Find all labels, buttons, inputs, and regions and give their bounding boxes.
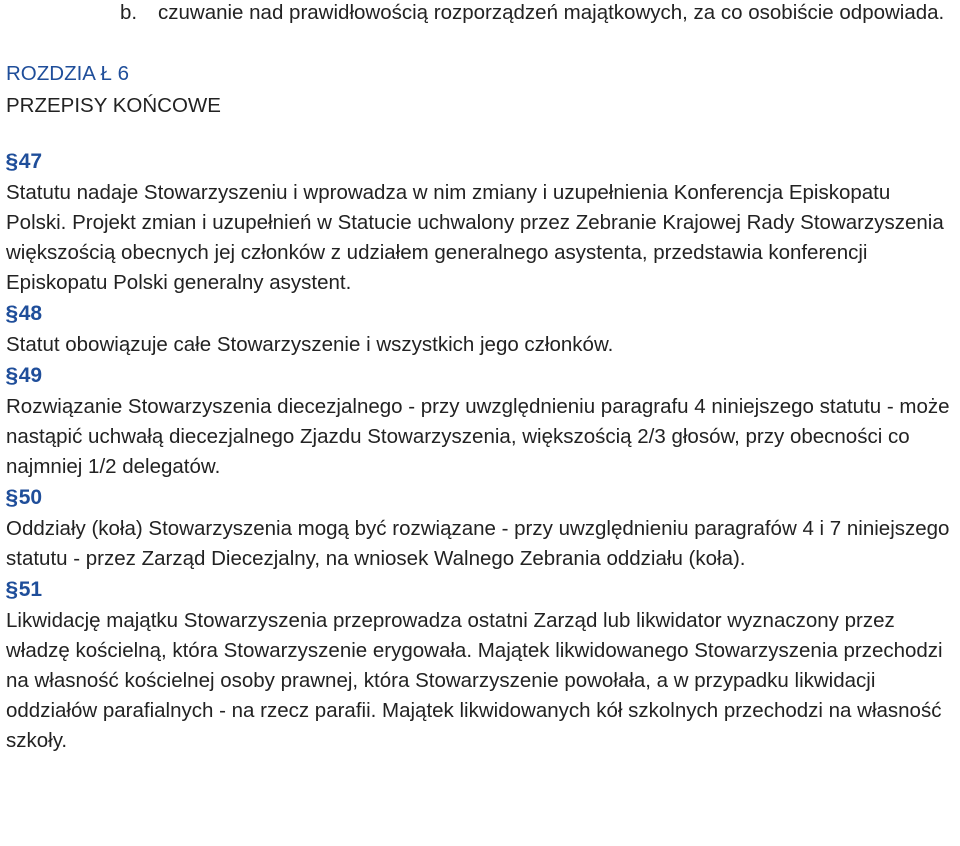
section-number — [6, 298, 958, 330]
section-sign-icon: § — [5, 578, 19, 601]
list-item-b — [6, 0, 958, 28]
section-sign-icon: § — [5, 302, 19, 325]
section-text: Rozwiązanie Stowarzyszenia diecezjalnego - przy uwzględnieniu paragrafu 4 niniejszego statutu - może nastąpić uchwałą diecezjalnego Zjazdu Stowarzyszenia, większością 2/3 głosów, przy obecności co najmniej 1/2 delegatów. — [6, 395, 950, 478]
list-item-text: czuwanie nad prawidłowością rozporządzeń majątkowych, za co osobiście odpowiada. — [158, 1, 945, 24]
chapter-subtitle: PRZEPISY KOŃCOWE — [6, 94, 221, 117]
section-number — [6, 360, 958, 392]
section-number — [6, 574, 958, 606]
section-number — [6, 146, 958, 178]
section-sign-icon: § — [5, 364, 19, 387]
section-text: Statutu nadaje Stowarzyszeniu i wprowadza w nim zmiany i uzupełnienia Konferencja Episkopatu Polski. Projekt zmian i uzupełnień w Statucie uchwalony przez Zebranie Krajowej Rady Stowarzyszenia większością obecnych jej członków z udziałem generalnego asystenta, przedstawia konferencji Episkopatu Polski generalny asystent. — [6, 181, 944, 294]
section-text: Likwidację majątku Stowarzyszenia przeprowadza ostatni Zarząd lub likwidator wyznaczony przez władzę kościelną, która Stowarzyszenie erygowała. Majątek likwidowanego Stowarzyszenia przechodzi na własność kościelnej osoby prawnej, która Stowarzyszenie powołała, a w przypadku likwidacji oddziałów parafialnych - na rzecz parafii. Majątek likwidowanych kół szkolnych przechodzi na własność szkoły. — [6, 609, 943, 752]
section-sign-icon: § — [5, 150, 19, 173]
section-48 — [6, 298, 958, 360]
section-50 — [6, 482, 958, 574]
document-body — [6, 0, 958, 756]
chapter-heading — [6, 58, 958, 122]
section-number-value: 47 — [18, 150, 43, 173]
section-sign-icon: § — [5, 486, 19, 509]
section-49 — [6, 360, 958, 482]
section-number-value: 51 — [18, 578, 43, 601]
section-number — [6, 482, 958, 514]
section-47 — [6, 146, 958, 298]
section-51 — [6, 574, 958, 756]
chapter-title: ROZDZIA Ł 6 — [6, 62, 130, 85]
section-text: Oddziały (koła) Stowarzyszenia mogą być rozwiązane - przy uwzględnieniu paragrafów 4 i 7 niniejszego statutu - przez Zarząd Diecezjalny, na wniosek Walnego Zebrania oddziału (koła). — [6, 517, 950, 570]
section-number-value: 50 — [18, 486, 43, 509]
section-text: Statut obowiązuje całe Stowarzyszenie i wszystkich jego członków. — [6, 333, 614, 356]
list-marker: b. — [120, 1, 138, 24]
section-number-value: 48 — [18, 302, 43, 325]
section-number-value: 49 — [18, 364, 43, 387]
